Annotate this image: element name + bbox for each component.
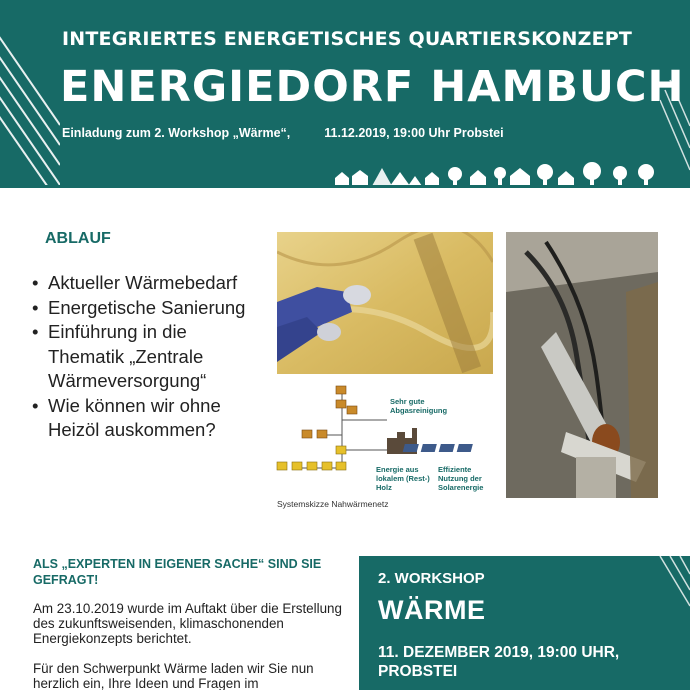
agenda-list — [32, 271, 262, 443]
header-invitation — [62, 126, 504, 140]
workshop-box — [359, 556, 690, 690]
invitation-datetime: 11.12.2019, 19:00 Uhr Probstei — [324, 126, 504, 140]
workshop-title: WÄRME — [378, 595, 486, 625]
agenda-item: • Energetische Sanierung — [32, 296, 262, 321]
experts-paragraph: Am 23.10.2019 wurde im Auftakt über die Erstellung des zukunftsweisenden, klimaschonenden Energiekonzepts berichtet. — [33, 601, 342, 646]
pipe-trench-photo — [506, 232, 658, 498]
agenda-item: • Aktueller Wärmebedarf — [32, 271, 262, 296]
village-silhouette-icon — [330, 158, 660, 186]
diagram-label-solar: Effiziente Nutzung der Solarenergie — [438, 465, 484, 492]
diagram-label-wood: Energie aus lokalem (Rest-) Holz — [376, 465, 430, 492]
header-band — [0, 0, 690, 185]
experts-paragraph: Für den Schwerpunkt Wärme laden wir Sie nun herzlich ein, Ihre Ideen und Fragen im — [33, 661, 314, 690]
agenda-item: • Wie können wir ohne Heizöl auskommen? — [32, 394, 262, 443]
invitation-text: Einladung zum 2. Workshop „Wärme“, — [62, 126, 291, 140]
experts-heading: ALS „EXPERTEN IN EIGENER SACHE“ SIND SIE GEFRAGT! — [33, 557, 322, 587]
workshop-kicker: 2. WORKSHOP — [378, 570, 485, 587]
header-kicker: INTEGRIERTES ENERGETISCHES QUARTIERSKONZEPT — [62, 28, 633, 50]
diagram-caption: Systemskizze Nahwärmenetz — [277, 499, 389, 509]
ablauf-heading: ABLAUF — [45, 230, 111, 247]
diagram-label-exhaust: Sehr gute Abgasreinigung — [390, 397, 448, 415]
workshop-date: 11. DEZEMBER 2019, 19:00 UHR, PROBSTEI — [378, 644, 620, 680]
agenda-item: • Einführung in die Thematik „Zentrale Wärmeversorgung“ — [32, 320, 262, 394]
header-title: ENERGIEDORF HAMBUCH — [60, 62, 685, 112]
decorative-stripes-left — [0, 0, 60, 190]
insulation-photo — [277, 232, 493, 374]
experts-body — [33, 601, 353, 690]
header-divider — [0, 185, 690, 188]
